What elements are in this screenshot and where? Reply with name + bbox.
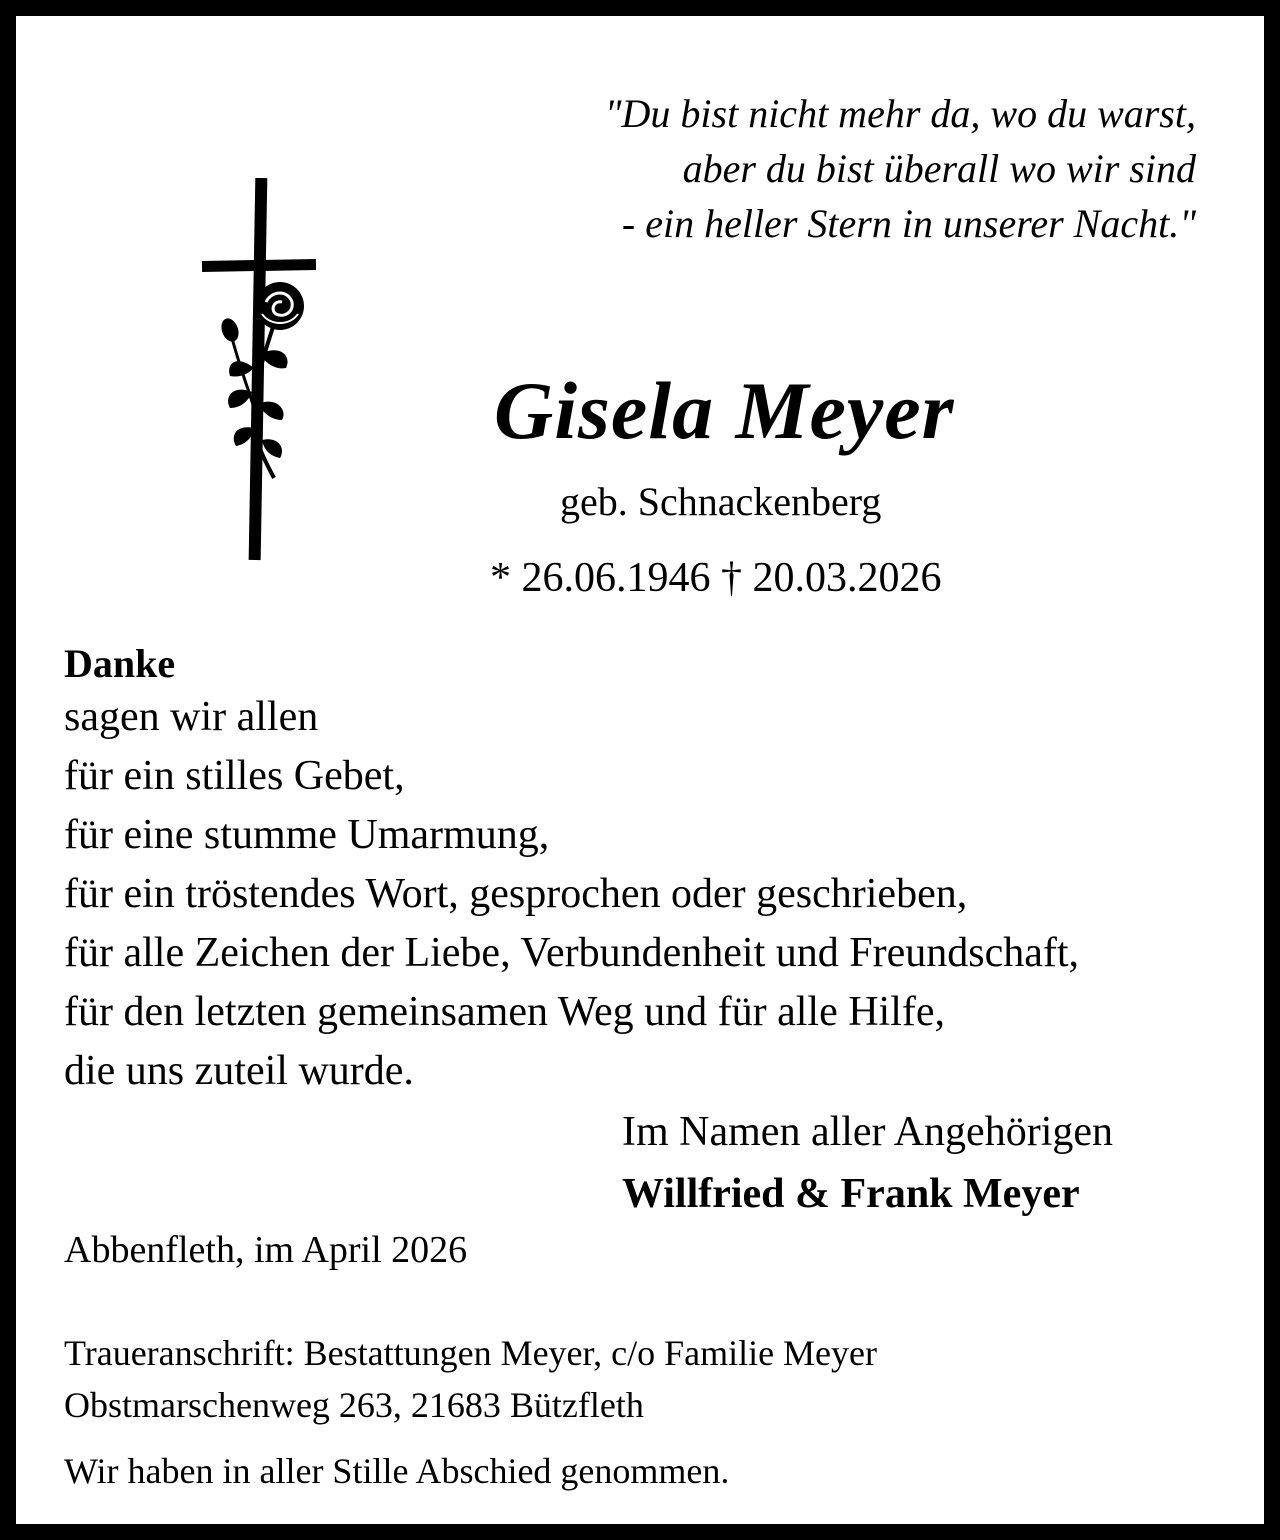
quote-line-2: aber du bist überall wo wir sind — [682, 146, 1196, 191]
quote-line-3: - ein heller Stern in unserer Nacht." — [621, 201, 1196, 246]
thanks-heading: Danke — [64, 641, 176, 686]
closing-note: Wir haben in aller Stille Abschied genommen. — [64, 1451, 730, 1491]
quote-line-1: "Du bist nicht mehr da, wo du warst, — [604, 91, 1196, 136]
thanks-text — [64, 640, 1079, 1101]
thanks-line: für alle Zeichen der Liebe, Verbundenheit und Freundschaft, — [64, 930, 1080, 976]
signature-names: Willfried & Frank Meyer — [622, 1171, 1080, 1217]
thanks-line: für ein stilles Gebet, — [64, 753, 405, 799]
thanks-line: für ein tröstendes Wort, gesprochen oder geschrieben, — [64, 871, 968, 917]
mourning-address-line-2: Obstmarschenweg 263, 21683 Bützfleth — [64, 1385, 644, 1425]
birth-name: geb. Schnackenberg — [560, 479, 882, 524]
thanks-line: für eine stumme Umarmung, — [64, 812, 550, 858]
thanks-line: sagen wir allen — [64, 694, 319, 740]
life-dates: * 26.06.1946 † 20.03.2026 — [490, 555, 942, 601]
signature-intro: Im Namen aller Angehörigen — [622, 1109, 1113, 1155]
cross-with-rose-icon — [196, 178, 322, 568]
place-date: Abbenfleth, im April 2026 — [64, 1229, 468, 1271]
memorial-quote — [466, 86, 1196, 251]
thanks-line: die uns zuteil wurde. — [64, 1048, 414, 1094]
deceased-name: Gisela Meyer — [494, 365, 955, 456]
thanks-line: für den letzten gemeinsamen Weg und für alle Hilfe, — [64, 989, 946, 1035]
mourning-address-line-1: Traueranschrift: Bestattungen Meyer, c/o Familie Meyer — [64, 1333, 878, 1373]
